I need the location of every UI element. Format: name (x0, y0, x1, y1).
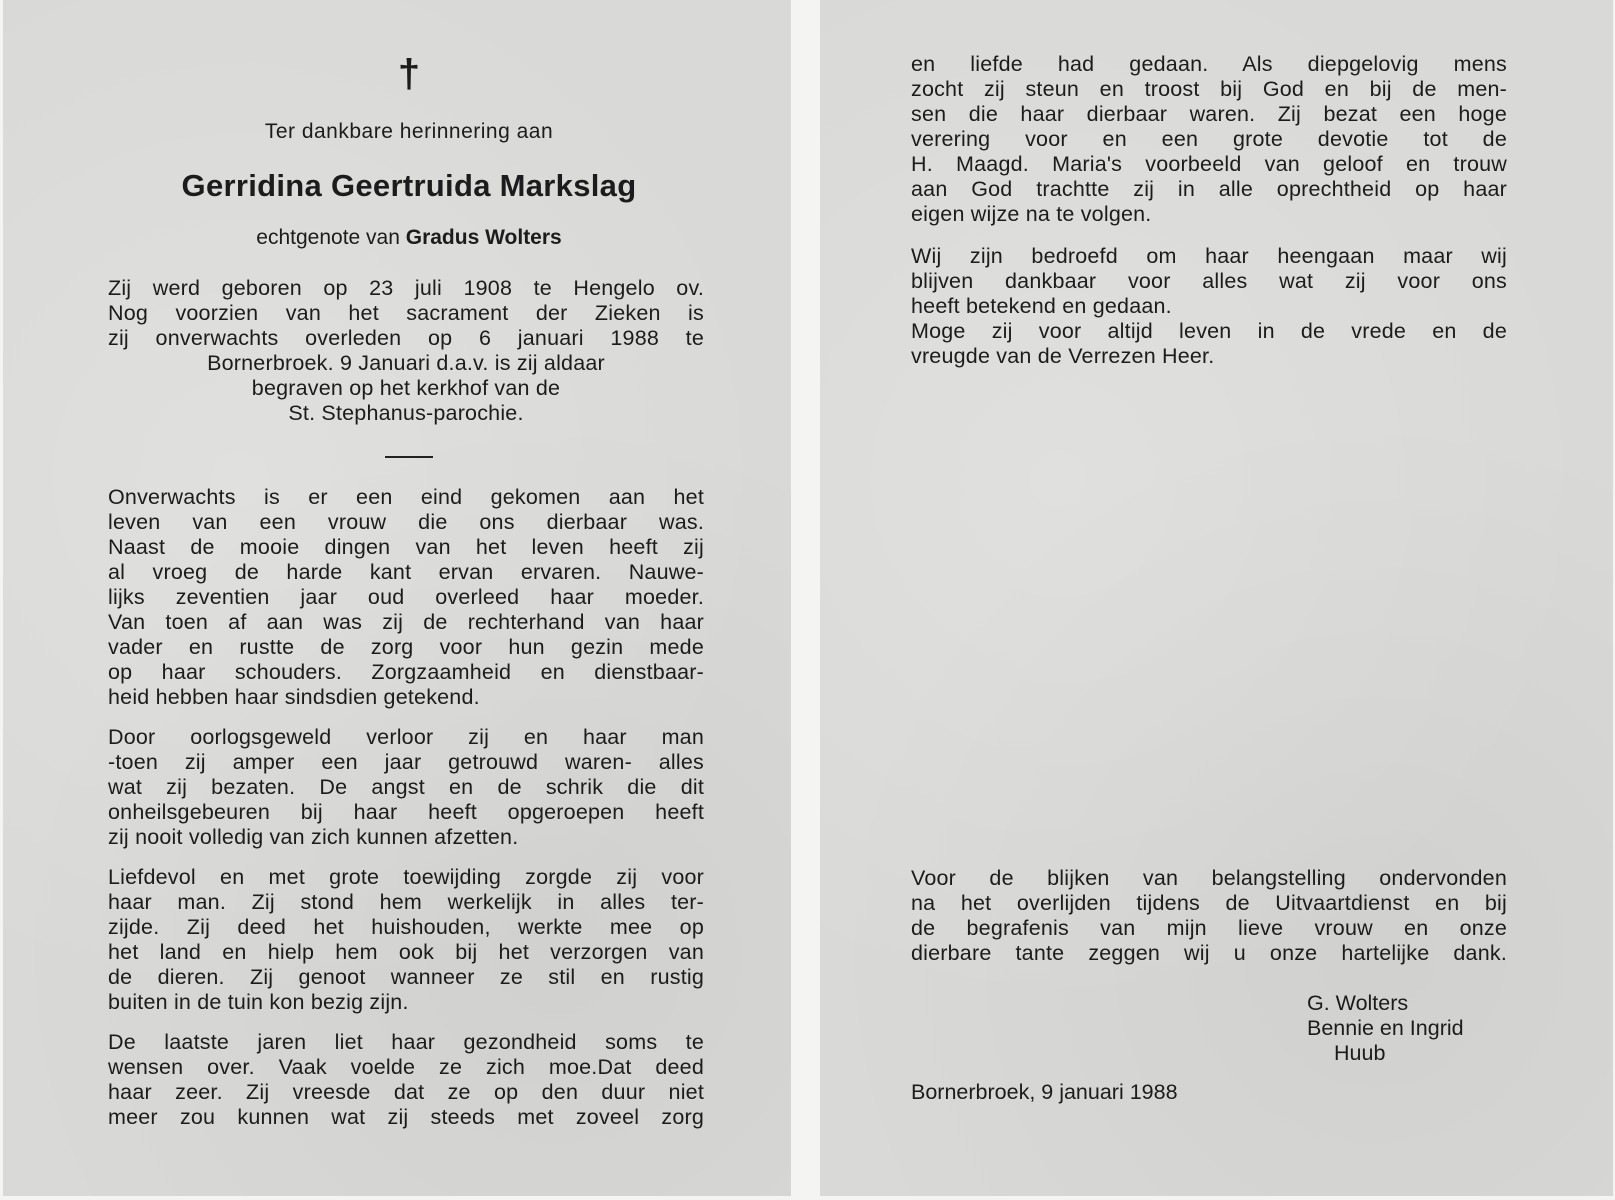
text-line: de begrafenis van mijn lieve vrouw en onze (911, 916, 1507, 940)
text-line: onheilsgebeuren bij haar heeft opgeroepen heeft (108, 800, 704, 824)
place-date: Bornerbroek, 9 januari 1988 (911, 1080, 1178, 1104)
text-line: vader en rustte de zorg voor hun gezin mede (108, 635, 704, 659)
paragraph (911, 319, 1507, 369)
spouse-name: Gradus Wolters (405, 226, 562, 249)
text-line: de dieren. Zij genoot wanneer ze stil en rustig (108, 965, 704, 989)
text-line: op haar schouders. Zorgzaamheid en dienstbaar- (108, 660, 704, 684)
signature-bennie-ingrid: Bennie en Ingrid (1307, 1016, 1464, 1040)
text-line: Moge zij voor altijd leven in de vrede en de (911, 319, 1507, 343)
birth-text (108, 276, 704, 426)
text-line: Van toen af aan was zij de rechterhand van haar (108, 610, 704, 634)
memorial-card-back (820, 0, 1613, 1196)
text-line: haar man. Zij stond hem werkelijk in alles ter- (108, 890, 704, 914)
text-line: dierbare tante zeggen wij u onze hartelijke dank. (911, 941, 1507, 965)
text-line: al vroeg de harde kant ervan ervaren. Nauwe- (108, 560, 704, 584)
signature-g-wolters: G. Wolters (1307, 991, 1409, 1015)
text-line: Zij werd geboren op 23 juli 1908 te Hengelo ov. (108, 276, 704, 300)
text-line: aan God trachtte zij in alle oprechtheid op haar (911, 177, 1507, 201)
text-line: Onverwachts is er een eind gekomen aan het (108, 485, 704, 509)
paragraph (911, 52, 1507, 227)
text-line: buiten in de tuin kon bezig zijn. (108, 990, 409, 1014)
text-line: zocht zij steun en troost bij God en bij de men- (911, 77, 1507, 101)
text-line: het land en hielp hem ook bij het verzorgen van (108, 940, 704, 964)
text-line: St. Stephanus-parochie. (288, 401, 524, 425)
text-line: blijven dankbaar voor alles wat zij voor ons (911, 269, 1507, 293)
text-line: na het overlijden tijdens de Uitvaartdienst en bij (911, 891, 1507, 915)
text-line: sen die haar dierbaar waren. Zij bezat een hoge (911, 102, 1507, 126)
text-line: Voor de blijken van belangstelling ondervonden (911, 866, 1507, 890)
text-line: Naast de mooie dingen van het leven heeft zij (108, 535, 704, 559)
spouse-prefix: echtgenote van (256, 226, 406, 249)
text-line: zijde. Zij deed het huishouden, werkte mee op (108, 915, 704, 939)
text-line: leven van een vrouw die ons dierbaar was. (108, 510, 704, 534)
text-line: Wij zijn bedroefd om haar heengaan maar wij (911, 244, 1507, 268)
paragraph (108, 1030, 704, 1130)
signature-huub: Huub (1334, 1041, 1386, 1065)
signatures (1307, 991, 1464, 1066)
paragraph (108, 865, 704, 1015)
text-line: lijks zeventien jaar oud overleed haar moeder. (108, 585, 704, 609)
text-line: De laatste jaren liet haar gezondheid soms te (108, 1030, 704, 1054)
deceased-name: Gerridina Geertruida Markslag (181, 168, 637, 203)
intro-text: Ter dankbare herinnering aan (264, 120, 554, 143)
text-line: heid hebben haar sindsdien getekend. (108, 685, 480, 709)
text-line: Door oorlogsgeweld verloor zij en haar man (108, 725, 704, 749)
text-line: haar zeer. Zij vreesde dat ze op den duur niet (108, 1080, 704, 1104)
text-line: meer zou kunnen wat zij steeds met zoveel zorg (108, 1105, 704, 1129)
text-line: eigen wijze na te volgen. (911, 202, 1152, 226)
paragraph (108, 725, 704, 850)
text-line: vreugde van de Verrezen Heer. (911, 344, 1215, 368)
thanks-paragraph (911, 866, 1507, 966)
text-line: Bornerbroek. 9 Januari d.a.v. is zij aldaar (207, 351, 605, 375)
text-line: heeft betekend en gedaan. (911, 294, 1172, 318)
text-line: wensen over. Vaak voelde ze zich moe.Dat deed (108, 1055, 704, 1079)
text-line: wat zij bezaten. De angst en de schrik die dit (108, 775, 704, 799)
text-line: zij nooit volledig van zich kunnen afzetten. (108, 825, 519, 849)
text-line: -toen zij amper een jaar getrouwd waren- alles (108, 750, 704, 774)
text-line: Liefdevol en met grote toewijding zorgde zij voor (108, 865, 704, 889)
memorial-card-front (3, 0, 791, 1196)
text-line: Nog voorzien van het sacrament der Zieken is (108, 301, 704, 325)
text-line: verering voor en een grote devotie tot de (911, 127, 1507, 151)
text-line: zij onverwachts overleden op 6 januari 1988 te (108, 326, 704, 350)
paragraph (108, 485, 704, 710)
divider (385, 456, 433, 458)
text-line: en liefde had gedaan. Als diepgelovig mens (911, 52, 1507, 76)
cross-icon: † (397, 52, 421, 96)
text-line: H. Maagd. Maria's voorbeeld van geloof en trouw (911, 152, 1507, 176)
spouse-line (3, 226, 815, 250)
text-line: begraven op het kerkhof van de (251, 376, 561, 400)
paragraph (911, 244, 1507, 319)
